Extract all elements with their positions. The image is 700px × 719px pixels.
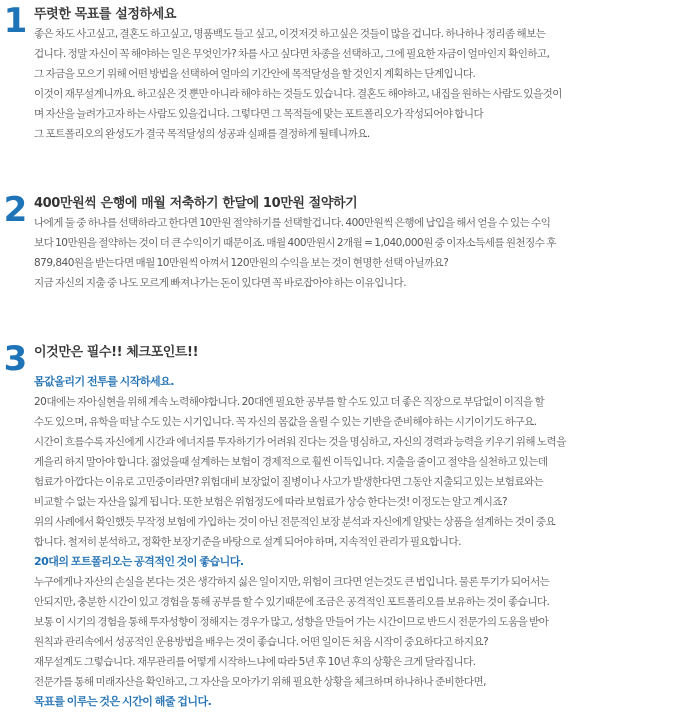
paragraph-line: 합니다. 철저히 분석하고, 정확한 보장기준을 바탕으로 설계 되어야 하며, 지속적인 관리가 필요합니다. xyxy=(34,536,461,548)
section-title: 이것만은 필수!! 체크포인트!! xyxy=(34,345,199,360)
subheading: 몸값올리기 전투를 시작하세요. xyxy=(34,375,174,388)
paragraph-line: 그 자금을 모으기 위해 어떤 방법을 선택하여 얼마의 기간안에 목적달성을 할 것인지 계획하는 단계입니다. xyxy=(34,68,476,80)
paragraph-line: 겁니다. 정말 자신이 꼭 해야하는 일은 무엇인가? 차를 사고 싶다면 차종을 선택하고, 그에 필요한 자금이 얼마인지 확인하고, xyxy=(34,48,550,60)
subheading: 20대의 포트폴리오는 공격적인 것이 좋습니다. xyxy=(34,555,244,568)
paragraph-line: 안되지만, 충분한 시간이 있고 경험을 통해 공부를 할 수 있기때문에 조금은 공격적인 포트폴리오를 보유하는 것이 좋습니다. xyxy=(34,596,550,608)
section-number: 3 xyxy=(3,339,27,379)
paragraph-line: 879,840원을 받는다면 매월 10만원씩 아껴서 120만원의 수익을 보는 것이 현명한 선택 아닐까요? xyxy=(34,257,449,269)
section-body xyxy=(34,24,686,144)
paragraph-line: 재무설계도 그렇습니다. 재무관리를 어떻게 시작하느냐에 따라 5년 후 10년 후의 상황은 크게 달라집니다. xyxy=(34,656,476,668)
section-body xyxy=(34,372,686,712)
paragraph-line: 전문가를 통해 미래자산을 확인하고, 그 자산을 모아가기 위해 필요한 상황을 체크하며 하나하나 준비한다면, xyxy=(34,676,487,688)
paragraph-line: 보통 이 시기의 경험을 통해 투자성향이 정해지는 경우가 많고, 성향을 만들어 가는 시간이므로 반드시 전문가의 도움을 받아 xyxy=(34,616,549,628)
section-number: 1 xyxy=(3,1,27,41)
paragraph-line: 며 자산을 늘려가고자 하는 사람도 있을겁니다. 그렇다면 그 목적들에 맞는 포트폴리오가 작성되어야 합니다 xyxy=(34,108,484,120)
paragraph-line: 이것이 재무설계니까요. 하고싶은 것 뿐만 아니라 해야 하는 것들도 있습니다. 결혼도 해야하고, 내집을 원하는 사람도 있을것이 xyxy=(34,88,562,100)
paragraph-line: 20대에는 자아실현을 위해 계속 노력해야합니다. 20대엔 필요한 공부를 할 수도 있고 더 좋은 직장으로 부담없이 이직을 할 xyxy=(34,396,545,408)
subheading: 목표를 이루는 것은 시간이 해줄 겁니다. xyxy=(34,695,212,708)
paragraph-line: 그 포트폴리오의 완성도가 결국 목적달성의 성공과 실패를 결정하게 될테니까요. xyxy=(34,128,370,140)
paragraph-line: 게을리 하지 말아야 합니다. 젊었을때 설계하는 보험이 경제적으로 훨씬 이득입니다. 지출을 줄이고 절약을 실천하고 있는데 xyxy=(34,456,548,468)
paragraph-line: 누구에게나 자산의 손실을 본다는 것은 생각하지 싫은 일이지만, 위험이 크다면 얻는것도 큰 법입니다. 물론 투기가 되어서는 xyxy=(34,576,550,588)
section-body xyxy=(34,213,686,293)
paragraph-line: 비교할 수 없는 자산을 잃게 됩니다. 또한 보험은 위험정도에 따라 보험료가 상승 한다는것! 이정도는 알고 계시죠? xyxy=(34,496,508,508)
paragraph-line: 시간이 흐를수록 자신에게 시간과 에너지를 투자하기가 어려워 진다는 것을 명심하고, 자신의 경력과 능력을 키우기 위해 노력을 xyxy=(34,436,566,448)
section-title: 뚜렷한 목표를 설정하세요 xyxy=(34,7,176,22)
section-number: 2 xyxy=(3,190,27,230)
paragraph-line: 보다 10만원을 절약하는 것이 더 큰 수익이기 때문이죠. 매월 400만원시 2개월 = 1,040,000원 중 이자소득세를 원천징수 후 xyxy=(34,237,556,249)
paragraph-line: 좋은 차도 사고싶고, 결혼도 하고싶고, 명품백도 들고 싶고, 이것저것 하고싶은 것들이 많을 겁니다. 하나하나 정리좀 해보는 xyxy=(34,28,546,40)
section-title: 400만원씩 은행에 매월 저축하기 한달에 10만원 절약하기 xyxy=(34,196,358,211)
paragraph-line: 수도 있으며, 유학을 떠날 수도 있는 시기입니다. 꼭 자신의 몸값을 올릴 수 있는 기반을 준비해야 하는 시기이기도 하구요. xyxy=(34,416,537,428)
paragraph-line: 지금 자신의 지출 중 나도 모르게 빠져나가는 돈이 있다면 꼭 바로잡아야 하는 이유입니다. xyxy=(34,277,407,289)
paragraph-line: 원칙과 관리속에서 성공적인 운용방법을 배우는 것이 좋습니다. 어떤 일이든 처음 시작이 중요하다고 하지요? xyxy=(34,636,489,648)
paragraph-line: 위의 사례에서 확인했듯 무작정 보험에 가입하는 것이 아닌 전문적인 보장 분석과 자신에게 알맞는 상품을 설계하는 것이 중요 xyxy=(34,516,556,528)
paragraph-line: 험료가 아깝다는 이유로 고민중이라면? 위험대비 보장없이 질병이나 사고가 발생한다면 그동안 지출되고 있는 보험료와는 xyxy=(34,476,544,488)
paragraph-line: 나에게 둘 중 하나를 선택하라고 한다면 10만원 절약하기를 선택할겁니다. 400만원씩 은행에 납입을 해서 얻을 수 있는 수익 xyxy=(34,217,551,229)
